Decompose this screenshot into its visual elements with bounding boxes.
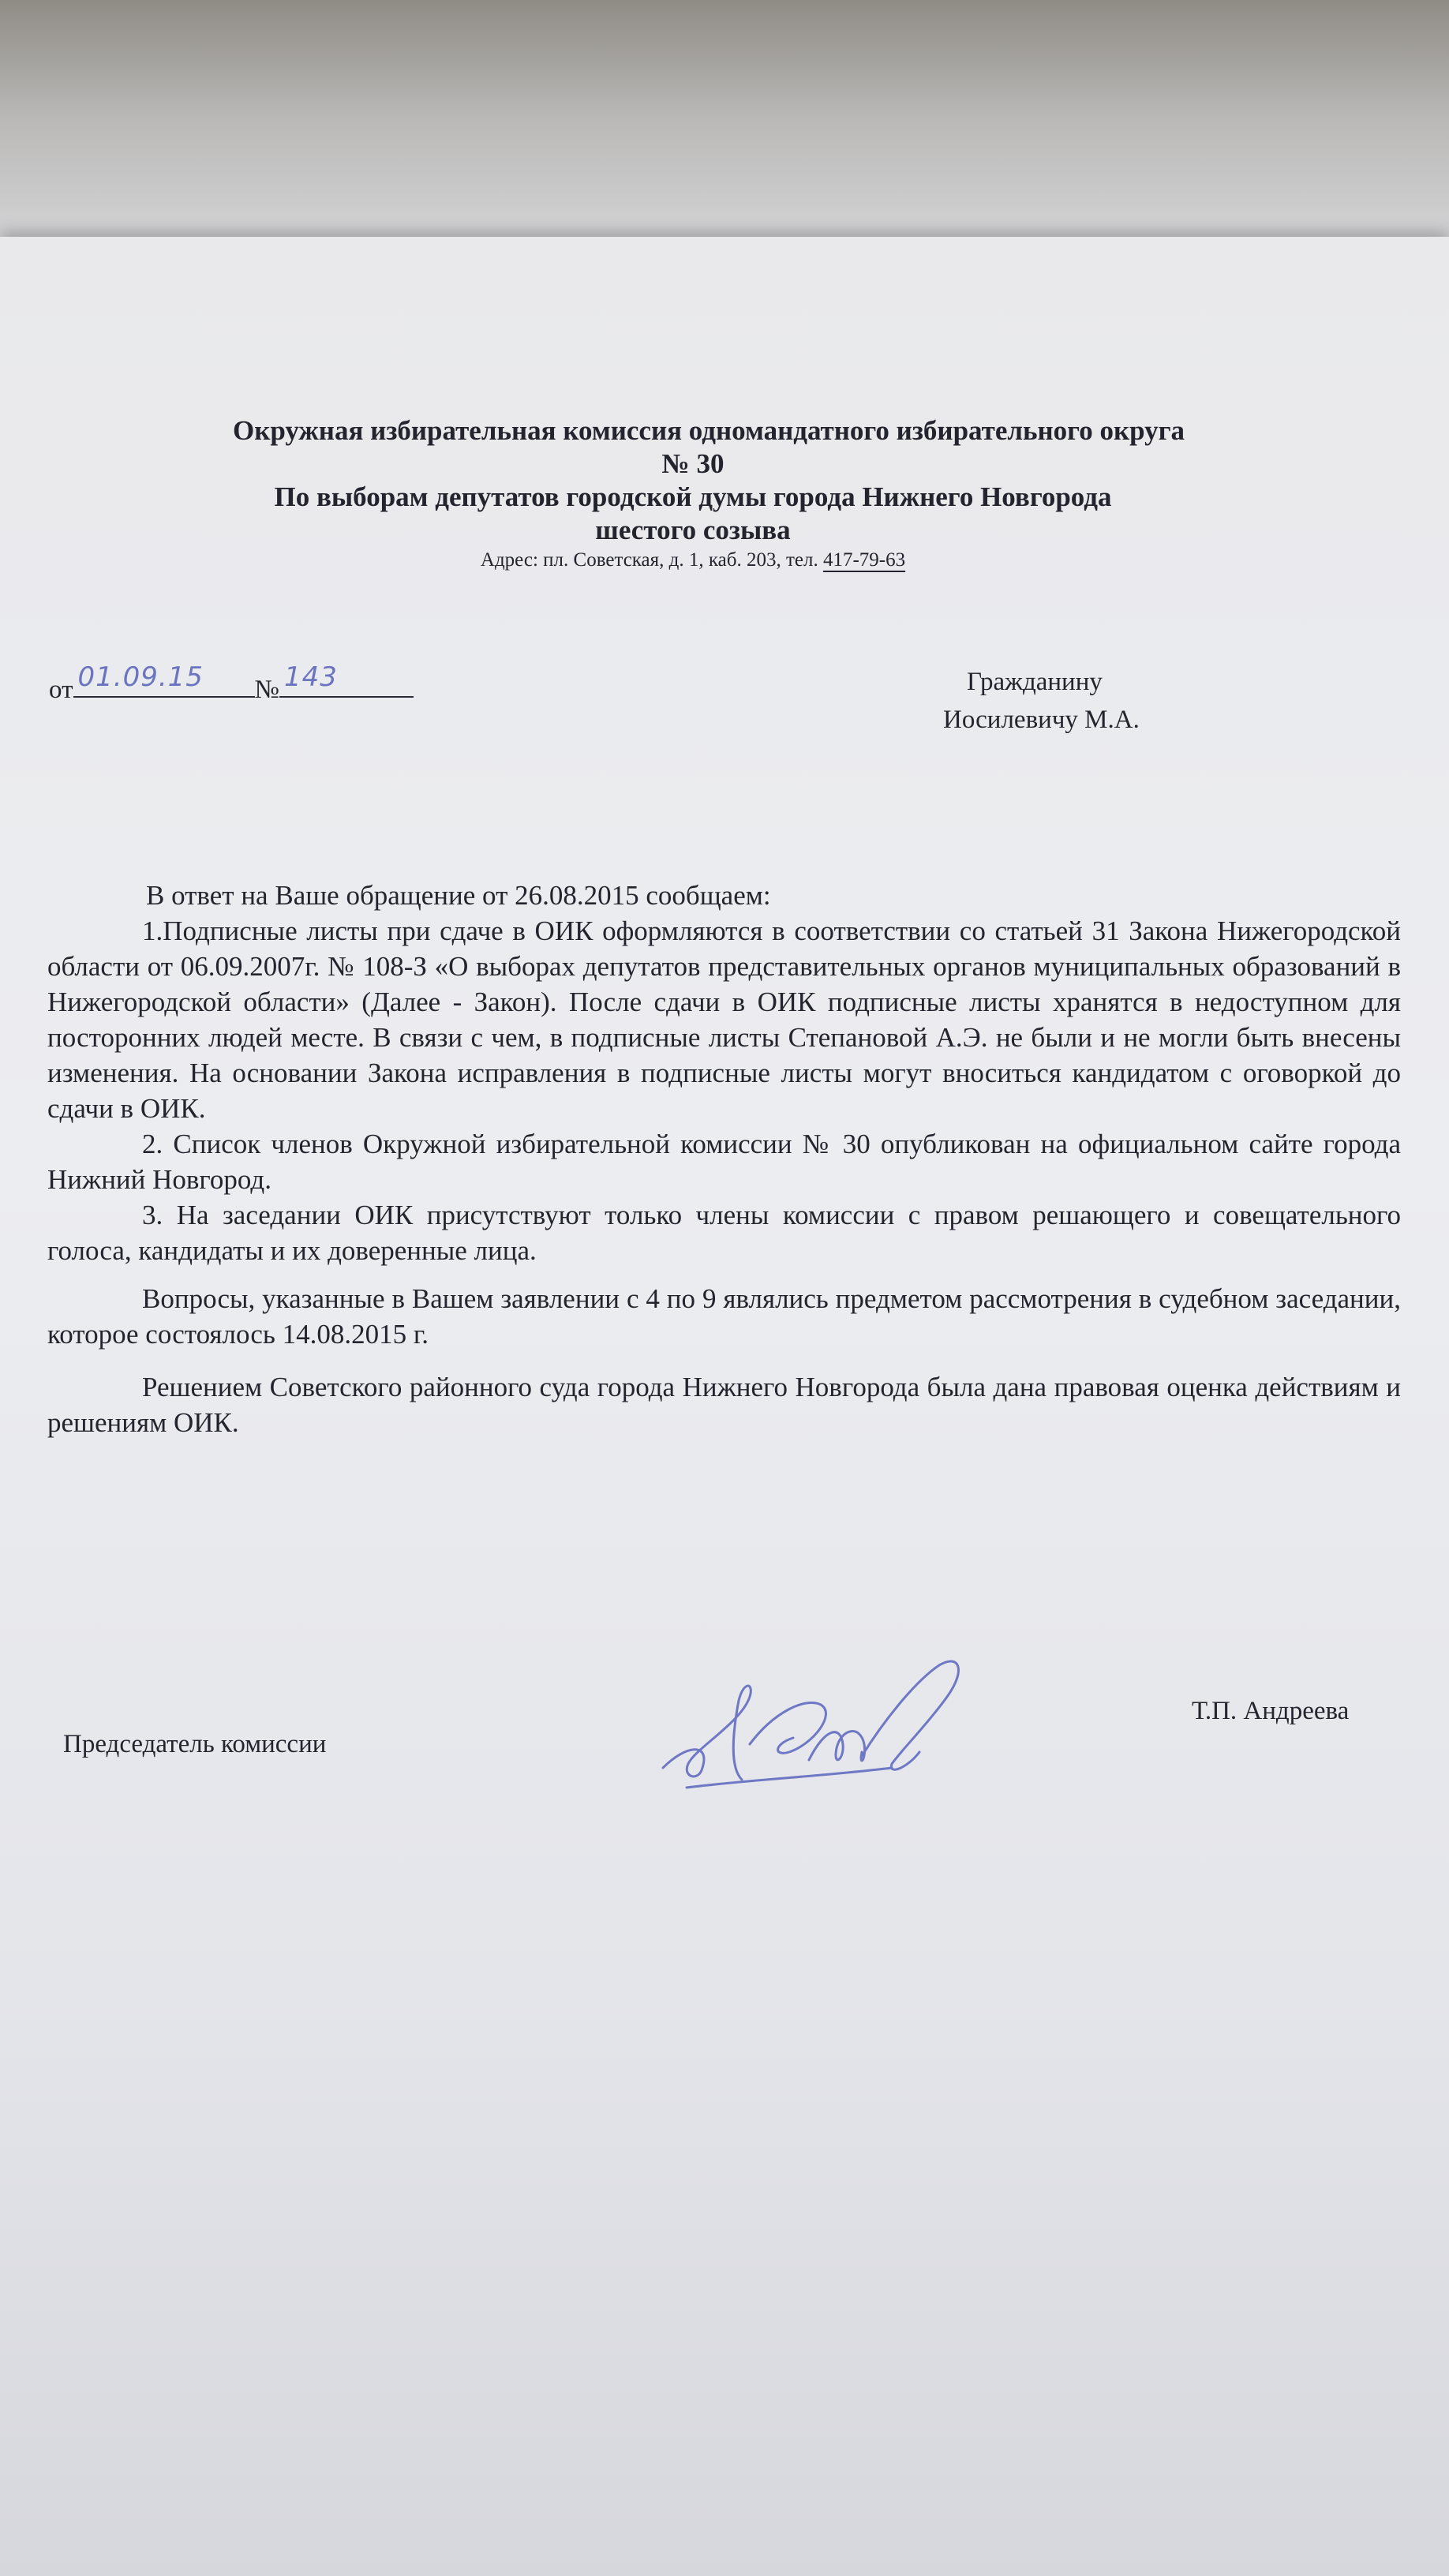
letter-header — [0, 414, 1449, 574]
header-commission-name: Окружная избирательная комиссия одномандатного избирательного округа — [232, 415, 1185, 446]
body-paragraph-5: Решением Советского районного суда города Нижнего Новгорода была дана правовая оценка действиям и решениям ОИК. — [47, 1372, 1401, 1438]
phone-number: 417-79-63 — [822, 549, 906, 571]
header-address — [0, 547, 1449, 574]
background-surface — [0, 0, 1449, 260]
body-paragraph-1: 1.Подписные листы при сдаче в ОИК оформляются в соответствии со статьей 31 Закона Нижегородской области от 06.09.2007г. № 108-З «О выборах депутатов представительных органов муниципальных образований в Нижегородской области» (Далее - Закон). После сдачи в ОИК подписные листы хранятся в недоступном для посторонних людей месте. В связи с чем, в подписные листы Степановой А.Э. не были и не могли быть внесены изменения. На основании Закона исправления в подписные листы могут вноситься кандидатом с оговоркой до сдачи в ОИК. — [47, 915, 1401, 1124]
letter-body — [47, 878, 1401, 1440]
body-intro: В ответ на Ваше обращение от 26.08.2015 сообщаем: — [146, 880, 771, 911]
handwritten-date: 01.09.15 — [77, 661, 204, 693]
body-paragraph-3: 3. На заседании ОИК присутствуют только члены комиссии с правом решающего и совещательного голоса, кандидаты и их доверенные лица. — [47, 1200, 1401, 1266]
body-paragraph-4: Вопросы, указанные в Вашем заявлении с 4 по 9 являлись предметом рассмотрения в судебном заседании, которое состоялось 14.08.2015 г. — [47, 1283, 1401, 1350]
body-paragraph-2: 2. Список членов Окружной избирательной комиссии № 30 опубликован на официальном сайте города Нижний Новгород. — [47, 1129, 1401, 1195]
handwritten-signature — [655, 1649, 987, 1807]
handwritten-number: 143 — [284, 661, 338, 693]
date-field — [73, 661, 255, 698]
number-label: № — [254, 676, 279, 704]
signatory-name: Т.П. Андреева — [1192, 1697, 1350, 1725]
signatory-title: Председатель комиссии — [63, 1730, 327, 1758]
recipient-name: Иосилевичу М.А. — [943, 706, 1140, 734]
reference-line — [49, 661, 414, 705]
recipient-salutation: Гражданину — [967, 668, 1103, 696]
header-convocation: шестого созыва — [595, 515, 791, 545]
header-district-number: № 30 — [661, 448, 724, 479]
header-election-title: По выборам депутатов городской думы города Нижнего Новгорода — [274, 481, 1112, 512]
number-field — [279, 661, 414, 698]
from-label: от — [49, 676, 73, 704]
address-text: Адрес: пл. Советская, д. 1, каб. 203, тел. — [480, 549, 823, 571]
recipient-block — [943, 663, 1140, 739]
